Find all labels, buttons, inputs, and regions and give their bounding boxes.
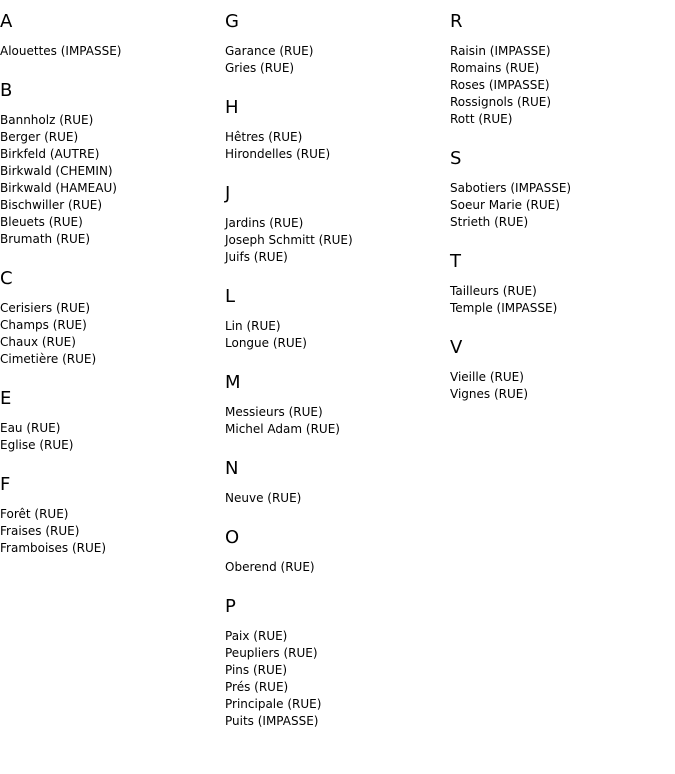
street-index-column-1: [0, 0, 225, 577]
street-link[interactable]: Joseph Schmitt (RUE): [225, 233, 353, 247]
letter-heading: S: [450, 148, 462, 169]
letter-group: [0, 268, 225, 368]
street-link[interactable]: Prés (RUE): [225, 680, 289, 694]
street-link[interactable]: Lin (RUE): [225, 319, 281, 333]
street-link[interactable]: Peupliers (RUE): [225, 646, 318, 660]
street-link[interactable]: Framboises (RUE): [0, 541, 107, 555]
street-list: [450, 180, 675, 231]
letter-heading: V: [450, 337, 463, 358]
street-link[interactable]: Hêtres (RUE): [225, 130, 303, 144]
letter-heading: H: [225, 97, 239, 118]
letter-group: [225, 11, 450, 77]
letter-group: [225, 286, 450, 352]
street-link[interactable]: Birkwald (HAMEAU): [0, 181, 117, 195]
street-link[interactable]: Principale (RUE): [225, 697, 322, 711]
street-link[interactable]: Brumath (RUE): [0, 232, 91, 246]
letter-group: [225, 372, 450, 438]
letter-heading: A: [0, 11, 13, 32]
letter-heading: C: [0, 268, 13, 289]
letter-group: [225, 183, 450, 266]
street-link[interactable]: Jardins (RUE): [225, 216, 304, 230]
street-link[interactable]: Roses (IMPASSE): [450, 78, 550, 92]
letter-group: [0, 388, 225, 454]
street-index-column-3: [450, 0, 675, 423]
letter-heading: E: [0, 388, 12, 409]
street-link[interactable]: Juifs (RUE): [225, 250, 288, 264]
street-link[interactable]: Longue (RUE): [225, 336, 307, 350]
street-link[interactable]: Forêt (RUE): [0, 507, 69, 521]
street-link[interactable]: Garance (RUE): [225, 44, 314, 58]
street-link[interactable]: Vieille (RUE): [450, 370, 524, 384]
street-list: [225, 318, 450, 352]
letter-group: [225, 527, 450, 576]
street-list: [0, 43, 225, 60]
street-list: [225, 404, 450, 438]
street-link[interactable]: Strieth (RUE): [450, 215, 529, 229]
letter-heading: G: [225, 11, 239, 32]
letter-group: [450, 251, 675, 317]
street-link[interactable]: Rossignols (RUE): [450, 95, 552, 109]
street-list: [0, 112, 225, 248]
street-list: [0, 420, 225, 454]
street-index-column-2: [225, 0, 450, 750]
street-list: [450, 43, 675, 128]
street-link[interactable]: Romains (RUE): [450, 61, 540, 75]
street-link[interactable]: Rott (RUE): [450, 112, 513, 126]
letter-heading: P: [225, 596, 236, 617]
street-link[interactable]: Gries (RUE): [225, 61, 295, 75]
street-list: [0, 300, 225, 368]
street-link[interactable]: Neuve (RUE): [225, 491, 302, 505]
street-link[interactable]: Eau (RUE): [0, 421, 61, 435]
street-link[interactable]: Alouettes (IMPASSE): [0, 44, 122, 58]
street-link[interactable]: Hirondelles (RUE): [225, 147, 331, 161]
letter-heading: T: [450, 251, 461, 272]
letter-group: [450, 337, 675, 403]
letter-heading: N: [225, 458, 239, 479]
letter-heading: F: [0, 474, 11, 495]
street-link[interactable]: Bannholz (RUE): [0, 113, 94, 127]
street-link[interactable]: Cimetière (RUE): [0, 352, 97, 366]
street-link[interactable]: Tailleurs (RUE): [450, 284, 537, 298]
street-link[interactable]: Temple (IMPASSE): [450, 301, 558, 315]
letter-heading: L: [225, 286, 236, 307]
street-link[interactable]: Berger (RUE): [0, 130, 79, 144]
letter-heading: M: [225, 372, 241, 393]
street-list: [225, 490, 450, 507]
street-link[interactable]: Raisin (IMPASSE): [450, 44, 551, 58]
street-link[interactable]: Bischwiller (RUE): [0, 198, 103, 212]
street-link[interactable]: Vignes (RUE): [450, 387, 529, 401]
street-link[interactable]: Champs (RUE): [0, 318, 87, 332]
street-list: [0, 506, 225, 557]
letter-group: [450, 148, 675, 231]
street-link[interactable]: Soeur Marie (RUE): [450, 198, 560, 212]
letter-group: [0, 80, 225, 248]
street-link[interactable]: Messieurs (RUE): [225, 405, 323, 419]
street-link[interactable]: Cerisiers (RUE): [0, 301, 91, 315]
street-link[interactable]: Oberend (RUE): [225, 560, 315, 574]
letter-group: [450, 11, 675, 128]
street-link[interactable]: Fraises (RUE): [0, 524, 80, 538]
street-list: [225, 129, 450, 163]
letter-group: [225, 596, 450, 730]
street-list: [225, 215, 450, 266]
street-list: [450, 369, 675, 403]
street-link[interactable]: Puits (IMPASSE): [225, 714, 319, 728]
street-link[interactable]: Eglise (RUE): [0, 438, 74, 452]
street-link[interactable]: Chaux (RUE): [0, 335, 76, 349]
street-list: [225, 628, 450, 730]
letter-heading: J: [225, 183, 231, 204]
street-link[interactable]: Birkfeld (AUTRE): [0, 147, 100, 161]
street-link[interactable]: Michel Adam (RUE): [225, 422, 340, 436]
street-list: [450, 283, 675, 317]
street-link[interactable]: Sabotiers (IMPASSE): [450, 181, 572, 195]
street-link[interactable]: Paix (RUE): [225, 629, 288, 643]
letter-heading: R: [450, 11, 463, 32]
street-list: [225, 559, 450, 576]
letter-heading: B: [0, 80, 13, 101]
street-link[interactable]: Pins (RUE): [225, 663, 288, 677]
street-link[interactable]: Bleuets (RUE): [0, 215, 83, 229]
letter-group: [0, 11, 225, 60]
street-link[interactable]: Birkwald (CHEMIN): [0, 164, 113, 178]
letter-heading: O: [225, 527, 240, 548]
street-list: [225, 43, 450, 77]
letter-group: [225, 458, 450, 507]
letter-group: [0, 474, 225, 557]
letter-group: [225, 97, 450, 163]
